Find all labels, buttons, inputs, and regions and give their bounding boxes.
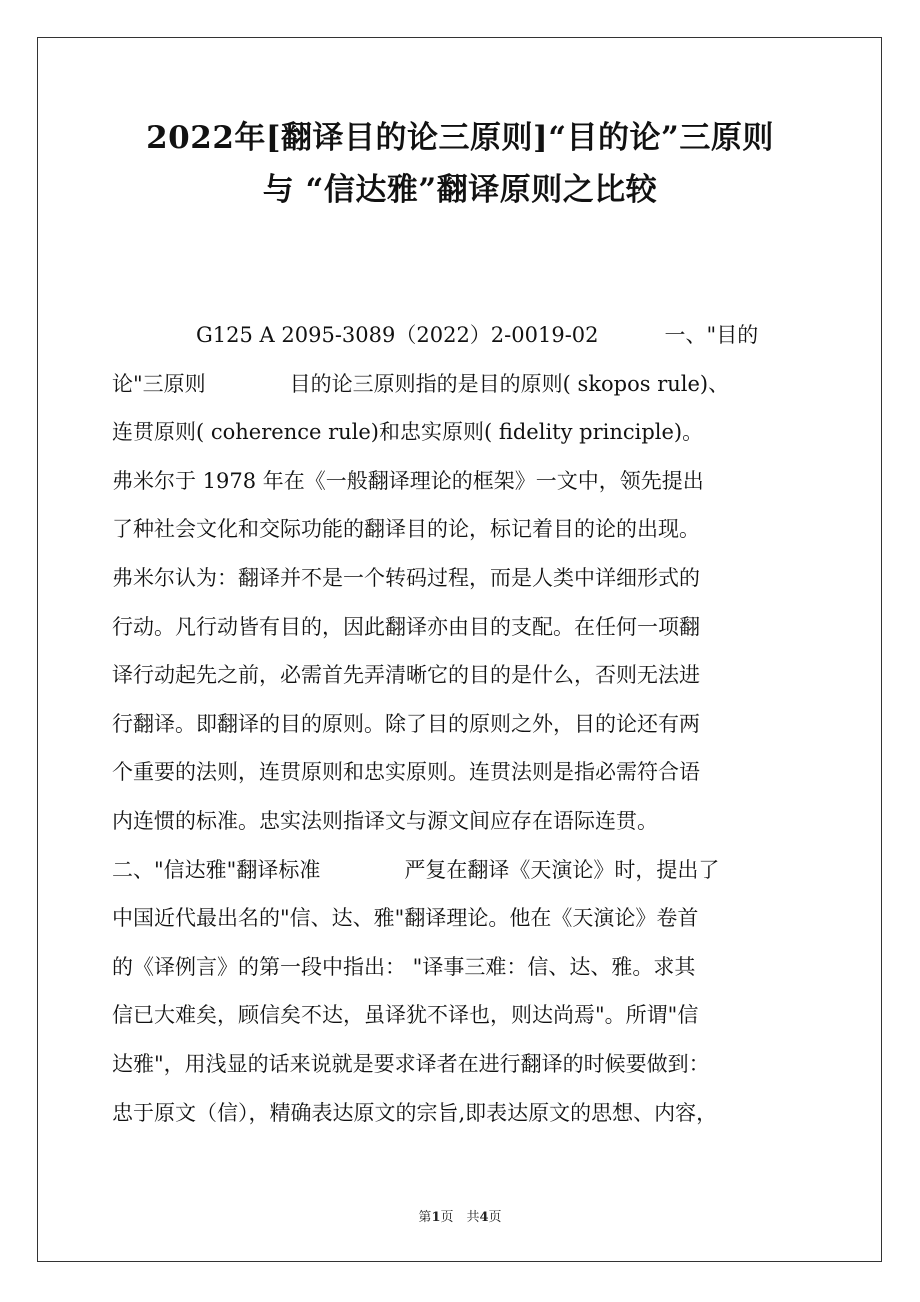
paragraph-line: 弗米尔认为：翻译并不是一个转码过程，而是人类中详细形式的: [112, 565, 700, 590]
title-line-1: 2022年[翻译目的论三原则]“目的论”三原则: [146, 120, 774, 156]
paragraph-line: 二、"信达雅"翻译标准 严复在翻译《天演论》时，提出了: [112, 857, 720, 882]
paragraph-line: 论"三原则 目的论三原则指的是目的原则( skopos rule)、: [112, 371, 730, 396]
paragraph-line: 信已大难矣，顾信矣不达，虽译犹不译也，则达尚焉"。所谓"信: [112, 1003, 699, 1028]
section-heading-2: 二、"信达雅"翻译标准: [112, 857, 321, 882]
page-footer: 第1页 共4页: [418, 1210, 502, 1225]
total-page-number: 4: [479, 1210, 489, 1225]
paragraph-line: 行动。凡行动皆有目的，因此翻译亦由目的支配。在任何一项翻: [112, 614, 700, 639]
paragraph-line: 内连惯的标准。忠实法则指译文与源文间应存在语际连贯。: [112, 808, 658, 833]
paragraph-line: 连贯原则( coherence rule)和忠实原则( fidelity principle)。: [112, 420, 704, 445]
document-body: [112, 311, 810, 1137]
paragraph-line: 的《译例言》的第一段中指出： "译事三难：信、达、雅。求其: [112, 954, 696, 979]
paragraph-line: 译行动起先之前，必需首先弄清晰它的目的是什么，否则无法进: [112, 663, 700, 688]
current-page-number: 1: [431, 1210, 441, 1225]
paragraph-line: 中国近代最出名的"信、达、雅"翻译理论。他在《天演论》卷首: [112, 906, 699, 931]
document-title: [80, 112, 840, 216]
section-heading-1-end: 论"三原则: [112, 371, 206, 396]
section-heading-1-start: 一、"目的: [664, 323, 759, 347]
paragraph-line: 达雅"，用浅显的话来说就是要求译者在进行翻译的时候要做到：: [112, 1051, 710, 1076]
paragraph-line: 行翻译。即翻译的目的原则。除了目的原则之外，目的论还有两: [112, 711, 700, 736]
paragraph-line: 忠于原文（信），精确表达原文的宗旨,即表达原文的思想、内容，: [112, 1100, 718, 1125]
paragraph-line: 个重要的法则，连贯原则和忠实原则。连贯法则是指必需符合语: [112, 760, 700, 785]
paragraph-line: [112, 311, 810, 360]
paragraph-line: 弗米尔于 1978 年在《一般翻译理论的框架》一文中，领先提出: [112, 468, 704, 493]
title-line-2: 与 “信达雅”翻译原则之比较: [262, 172, 658, 208]
paragraph-line: 了种社会文化和交际功能的翻译目的论，标记着目的论的出现。: [112, 517, 700, 542]
classification-code: G125 A 2095-3089（2022）2-0019-02: [196, 323, 599, 347]
